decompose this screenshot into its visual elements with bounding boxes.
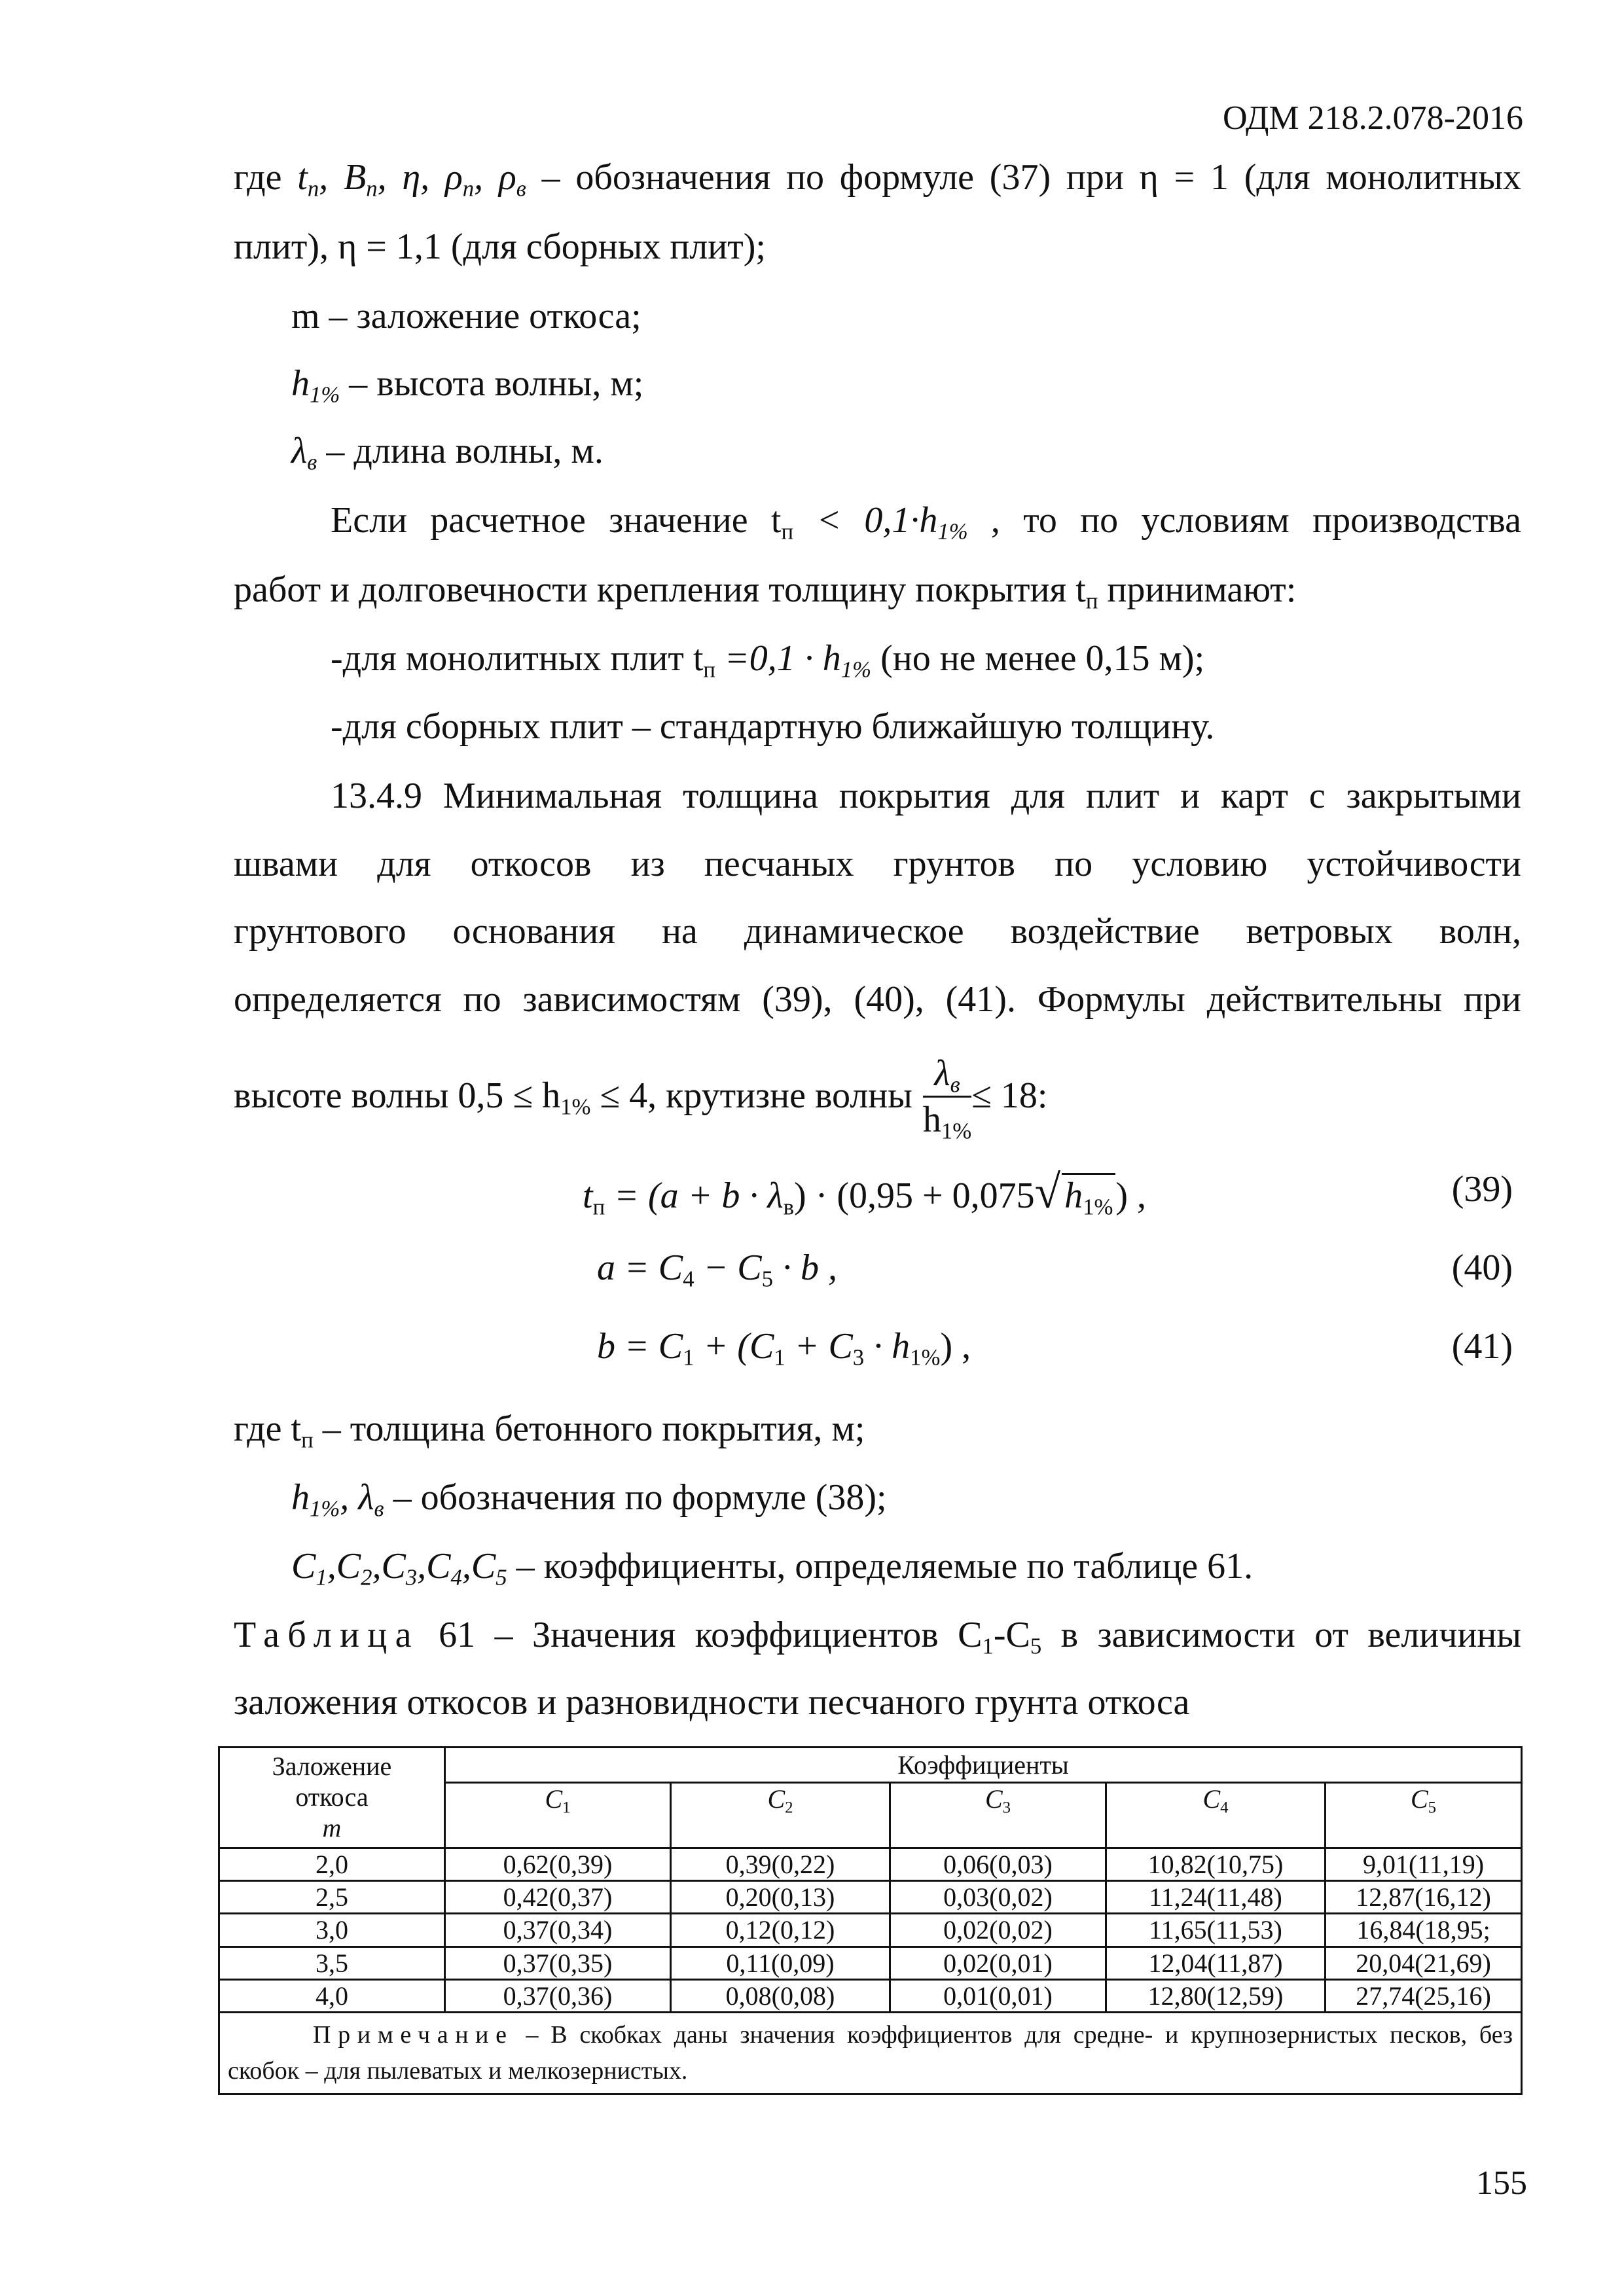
sub: 3 — [852, 1344, 865, 1371]
text: работ и долговечности крепления толщину покрытия t — [234, 569, 1086, 610]
sym: C — [1410, 1784, 1428, 1814]
sym: λ — [934, 1052, 950, 1094]
sqrt-icon: √ — [1034, 1166, 1061, 1218]
cell: 9,01(11,19) — [1326, 1848, 1522, 1881]
sym: , ρ — [474, 157, 516, 198]
text: принимают: — [1098, 569, 1297, 610]
sym: C — [336, 1546, 361, 1587]
sym: , — [327, 1546, 336, 1587]
sym: b = C — [597, 1326, 683, 1367]
sub: 5 — [1428, 1799, 1437, 1817]
sym: C — [291, 1546, 316, 1587]
sub: п — [703, 656, 715, 683]
text: ) , — [940, 1326, 971, 1367]
cell: 0,62(0,39) — [445, 1848, 671, 1881]
header-c3 — [890, 1783, 1106, 1848]
cell: 12,80(12,59) — [1106, 1979, 1326, 2012]
sym: h — [291, 363, 310, 404]
cell: 0,02(0,02) — [890, 1914, 1106, 1946]
sym: , B — [319, 157, 367, 198]
def-lambda — [291, 429, 604, 473]
cell: 0,37(0,34) — [445, 1914, 671, 1946]
sym: t — [583, 1175, 593, 1216]
sub: 1 — [683, 1344, 695, 1371]
sym: = (a + b · λ — [605, 1175, 784, 1216]
sym: , — [461, 1546, 471, 1587]
cell: 0,20(0,13) — [671, 1881, 890, 1914]
sym: 0,5 ≤ h — [458, 1075, 561, 1117]
eq-number-40: (40) — [1451, 1247, 1513, 1288]
sym: , — [372, 1546, 382, 1587]
cell: 0,06(0,03) — [890, 1848, 1106, 1881]
cell: 10,82(10,75) — [1106, 1848, 1326, 1881]
sym: C — [1202, 1784, 1221, 1814]
text: (но не менее 0,15 м); — [871, 638, 1205, 679]
note-label: Примечание — [313, 2020, 514, 2049]
cell: 4,0 — [219, 1979, 445, 2012]
sub: п — [1085, 588, 1098, 614]
sub: 5 — [761, 1266, 773, 1292]
header-coefficients: Коэффициенты — [445, 1748, 1522, 1783]
cell: 0,42(0,37) — [445, 1881, 671, 1914]
header-c5 — [1326, 1783, 1522, 1848]
text: Если расчетное значение t — [331, 500, 782, 541]
text: ) , — [1115, 1175, 1147, 1216]
sym: h — [922, 1099, 941, 1140]
para-if-line2 — [234, 568, 1296, 612]
sub: 2 — [785, 1799, 793, 1817]
sym: · h — [864, 1326, 911, 1367]
para-1349-line1: 13.4.9 Минимальная толщина покрытия для плит и карт с закрытыми — [331, 776, 1521, 816]
cell: 12,87(16,12) — [1326, 1881, 1522, 1914]
header-symbol: m — [322, 1813, 342, 1843]
sub: 1% — [310, 1496, 340, 1522]
sym: + C — [785, 1326, 853, 1367]
sub: 1 — [562, 1799, 571, 1817]
cell: 0,37(0,35) — [445, 1946, 671, 1979]
table-header-row-1 — [219, 1748, 1522, 1783]
header-text: Заложение — [272, 1751, 392, 1781]
table-caption-line2: заложения откосов и разновидности песчаного грунта откоса — [234, 1682, 1190, 1723]
def-h — [291, 362, 643, 406]
para-1349-line2: швами для откосов из песчаных грунтов по условию устойчивости — [234, 844, 1521, 884]
sub: 1% — [910, 1344, 941, 1371]
sub: 1% — [840, 656, 872, 683]
coefficients-table — [218, 1746, 1523, 2095]
sub: 1 — [982, 1633, 994, 1659]
para-where-line1 — [234, 156, 1521, 200]
def-h-lambda — [291, 1476, 887, 1520]
page-number: 155 — [1476, 2164, 1527, 2202]
sub: 1% — [310, 382, 340, 408]
para-1349-line5 — [234, 1047, 1047, 1145]
sym: C — [984, 1784, 1003, 1814]
sym: , — [417, 1546, 427, 1587]
sym: λ — [291, 431, 308, 471]
def-coefficients — [291, 1545, 1253, 1588]
sub: в — [783, 1194, 795, 1220]
frac-numerator — [923, 1052, 971, 1098]
header-c4 — [1106, 1783, 1326, 1848]
header-text: откоса — [295, 1782, 369, 1812]
cell: 0,03(0,02) — [890, 1881, 1106, 1914]
sub: 4 — [1220, 1799, 1229, 1817]
sub: 1 — [774, 1344, 785, 1371]
text: – длина волны, м. — [317, 431, 604, 471]
text: – высота волны, м; — [340, 363, 644, 404]
sym: C — [471, 1546, 496, 1587]
eq-number-39: (39) — [1451, 1169, 1513, 1210]
doc-code: ОДМ 218.2.078-2016 — [1223, 99, 1523, 137]
sub: 4 — [683, 1266, 695, 1292]
eq-number-41: (41) — [1451, 1326, 1513, 1367]
para-1349-line3: грунтового основания на динамическое воздействие ветровых волн, — [234, 911, 1521, 952]
cell: 2,5 — [219, 1881, 445, 1914]
text: ≤ 18 — [971, 1075, 1038, 1117]
sub: 1% — [941, 1117, 972, 1143]
sym: ≤ 4 — [590, 1075, 648, 1117]
text: 61 – Значения коэффициентов C — [419, 1615, 983, 1655]
table-row — [219, 1881, 1522, 1914]
cell: 0,39(0,22) — [671, 1848, 890, 1881]
table-caption-line1 — [234, 1613, 1521, 1657]
cell: 0,08(0,08) — [671, 1979, 890, 2012]
text: – обозначения по формуле (37) при η = 1 (для монолитных — [526, 157, 1521, 198]
sym: a = C — [597, 1247, 683, 1288]
cell: 11,65(11,53) — [1106, 1914, 1326, 1946]
sym: C — [426, 1546, 451, 1587]
item-prefab: -для сборных плит – стандартную ближайшую толщину. — [331, 706, 1215, 747]
sub: в — [950, 1071, 960, 1097]
cond-height — [458, 1074, 647, 1118]
sub: в — [516, 175, 526, 202]
cell: 0,11(0,09) — [671, 1946, 890, 1979]
sym: =0,1 · h — [715, 638, 841, 679]
table-row — [219, 1979, 1522, 2012]
sub: 3 — [405, 1564, 418, 1590]
sym: h — [291, 1477, 310, 1518]
sym: + (C — [694, 1326, 774, 1367]
table-note-row — [219, 2012, 1522, 2094]
para-if-line1 — [331, 499, 1521, 543]
text: – коэффициенты, определяемые по таблице 61. — [507, 1546, 1254, 1587]
cell: 3,5 — [219, 1946, 445, 1979]
sub: п — [592, 1194, 605, 1220]
sub: п — [462, 175, 475, 202]
text: -C — [993, 1615, 1030, 1655]
cell: 2,0 — [219, 1848, 445, 1881]
sym: · b , — [773, 1247, 837, 1288]
text: – обозначения по формуле (38); — [384, 1477, 887, 1518]
text: -для монолитных плит t — [331, 638, 704, 679]
steepness-fraction — [922, 1052, 972, 1143]
cell: 0,37(0,36) — [445, 1979, 671, 2012]
para-where-line2: плит), η = 1,1 (для сборных плит); — [234, 226, 766, 267]
sub: 1% — [560, 1094, 591, 1120]
text: высоте волны — [234, 1075, 449, 1117]
equation-39 — [583, 1165, 1146, 1219]
equation-41 — [597, 1325, 971, 1371]
sym: t — [297, 157, 308, 198]
header-c1 — [445, 1783, 671, 1848]
table-row — [219, 1914, 1522, 1946]
text: ) · (0,95 + 0,075 — [794, 1175, 1035, 1216]
sym: C — [381, 1546, 406, 1587]
sub: 3 — [1002, 1799, 1011, 1817]
sym: h — [1064, 1175, 1083, 1216]
cell: 27,74(25,16) — [1326, 1979, 1522, 2012]
sym: − C — [694, 1247, 762, 1288]
table-row — [219, 1848, 1522, 1881]
note-text: – В скобках даны значения коэффициентов для средне- и крупнозернистых песков, без скобок – для пылеватых и мелкозернистых. — [228, 2020, 1513, 2085]
caption-label: Таблица — [234, 1615, 420, 1655]
equation-40 — [597, 1247, 837, 1292]
text: , то по условиям производства — [967, 500, 1521, 541]
text: где t — [234, 1408, 302, 1449]
sym: , λ — [340, 1477, 374, 1518]
cell: 0,12(0,12) — [671, 1914, 890, 1946]
cell: 0,02(0,01) — [890, 1946, 1106, 1979]
sub: п — [301, 1427, 314, 1453]
sym: , η, ρ — [377, 157, 463, 198]
sym: C — [545, 1784, 563, 1814]
table-note — [219, 2012, 1522, 2094]
sym: < 0,1·h — [793, 500, 938, 541]
sub: 1 — [316, 1564, 327, 1590]
cell: 3,0 — [219, 1914, 445, 1946]
para-1349-line4: определяется по зависимостям (39), (40), (41). Формулы действительны при — [234, 979, 1521, 1020]
cell: 0,01(0,01) — [890, 1979, 1106, 2012]
def-tn — [234, 1407, 865, 1451]
def-m: m – заложение откоса; — [291, 296, 641, 336]
sqrt-body — [1062, 1173, 1115, 1220]
text: , крутизне волны — [647, 1075, 912, 1117]
sub: 1% — [937, 518, 968, 545]
cell: 12,04(11,87) — [1106, 1946, 1326, 1979]
sub: 5 — [1030, 1633, 1042, 1659]
sub: п — [307, 175, 319, 202]
header-slope — [219, 1748, 445, 1848]
cell: 11,24(11,48) — [1106, 1881, 1326, 1914]
sub: п — [781, 518, 794, 545]
text: в зависимости от величины — [1041, 1615, 1521, 1655]
header-c2 — [671, 1783, 890, 1848]
item-monolith — [331, 637, 1204, 681]
text: : — [1037, 1075, 1048, 1117]
sub: п — [366, 175, 378, 202]
sub: в — [374, 1496, 384, 1522]
text: – толщина бетонного покрытия, м; — [313, 1408, 865, 1449]
table-row — [219, 1946, 1522, 1979]
frac-denominator — [922, 1098, 972, 1143]
sub: 2 — [361, 1564, 372, 1590]
cell: 20,04(21,69) — [1326, 1946, 1522, 1979]
text: где — [234, 157, 298, 198]
sub: 5 — [496, 1564, 507, 1590]
sub: 1% — [1083, 1194, 1113, 1220]
cell: 16,84(18,95; — [1326, 1914, 1522, 1946]
sub: в — [307, 449, 317, 475]
sym: C — [767, 1784, 785, 1814]
sub: 4 — [450, 1564, 462, 1590]
